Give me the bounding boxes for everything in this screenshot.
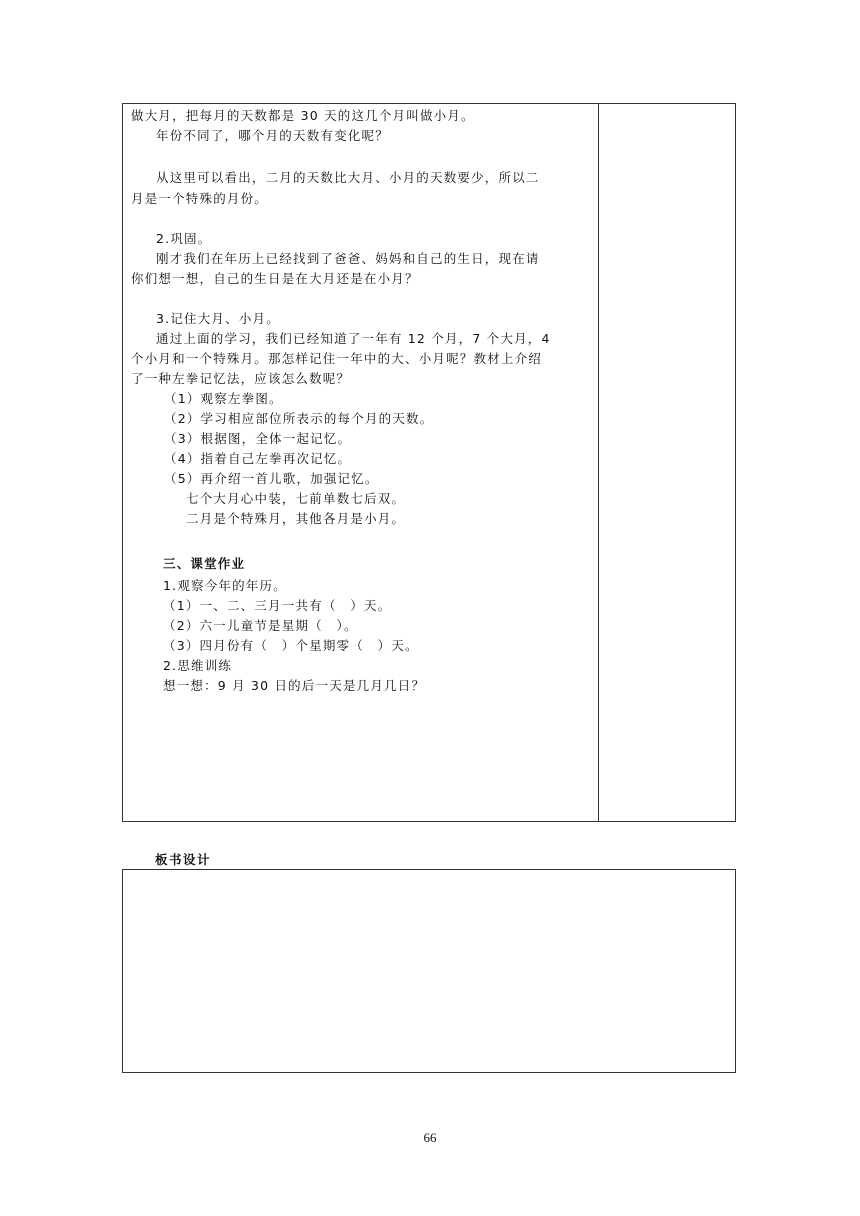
column-divider [598,104,599,821]
lesson-text-line: （4）指着自己左拳再次记忆。 [164,451,352,466]
lesson-text-line: （2）学习相应部位所表示的每个月的天数。 [164,411,434,426]
lesson-table [122,103,736,822]
lesson-text-line: 3.记住大月、小月。 [156,311,280,326]
lesson-text-line: 通过上面的学习，我们已经知道了一年有 12 个月，7 个大月，4 [156,331,551,346]
page-number: 66 [423,1130,437,1145]
board-design-title: 板书设计 [155,852,212,867]
lesson-text-line: 年份不同了，哪个月的天数有变化呢？ [156,128,389,143]
lesson-text-line: 想一想：9 月 30 日的后一天是几月几日？ [163,678,426,693]
lesson-text-line: 做大月，把每月的天数都是 30 天的这几个月叫做小月。 [131,108,475,123]
lesson-text-line: 2.思维训练 [163,658,233,673]
lesson-text-line: 刚才我们在年历上已经找到了爸爸、妈妈和自己的生日，现在请 [156,251,540,266]
lesson-text-line: 你们想一想，自己的生日是在大月还是在小月？ [131,271,419,286]
lesson-text-line: 七个大月心中装，七前单数七后双。 [186,491,406,506]
lesson-text-line: （1）一、二、三月一共有（ ）天。 [163,598,392,613]
lesson-text-line: 月是一个特殊的月份。 [131,191,269,206]
lesson-text-line: 二月是个特殊月，其他各月是小月。 [186,511,406,526]
lesson-text-line: 2.巩固。 [156,231,212,246]
lesson-text-line: （1）观察左拳图。 [164,391,283,406]
lesson-text-line: 1.观察今年的年历。 [163,578,287,593]
lesson-text-line: 个小月和一个特殊月。那怎样记住一年中的大、小月呢？教材上介绍 [131,351,543,366]
board-design-box [122,869,736,1073]
lesson-text-line: 从这里可以看出，二月的天数比大月、小月的天数要少，所以二 [156,170,540,185]
lesson-text-line: （3）四月份有（ ）个星期零（ ）天。 [163,638,419,653]
section-heading: 三、课堂作业 [163,556,246,571]
lesson-text-line: （2）六一儿童节是星期（ ）。 [163,618,358,633]
lesson-text-line: 了一种左拳记忆法，应该怎么数呢？ [131,371,351,386]
lesson-text-line: （5）再介绍一首儿歌，加强记忆。 [164,471,379,486]
lesson-text-line: （3）根据图，全体一起记忆。 [164,431,352,446]
